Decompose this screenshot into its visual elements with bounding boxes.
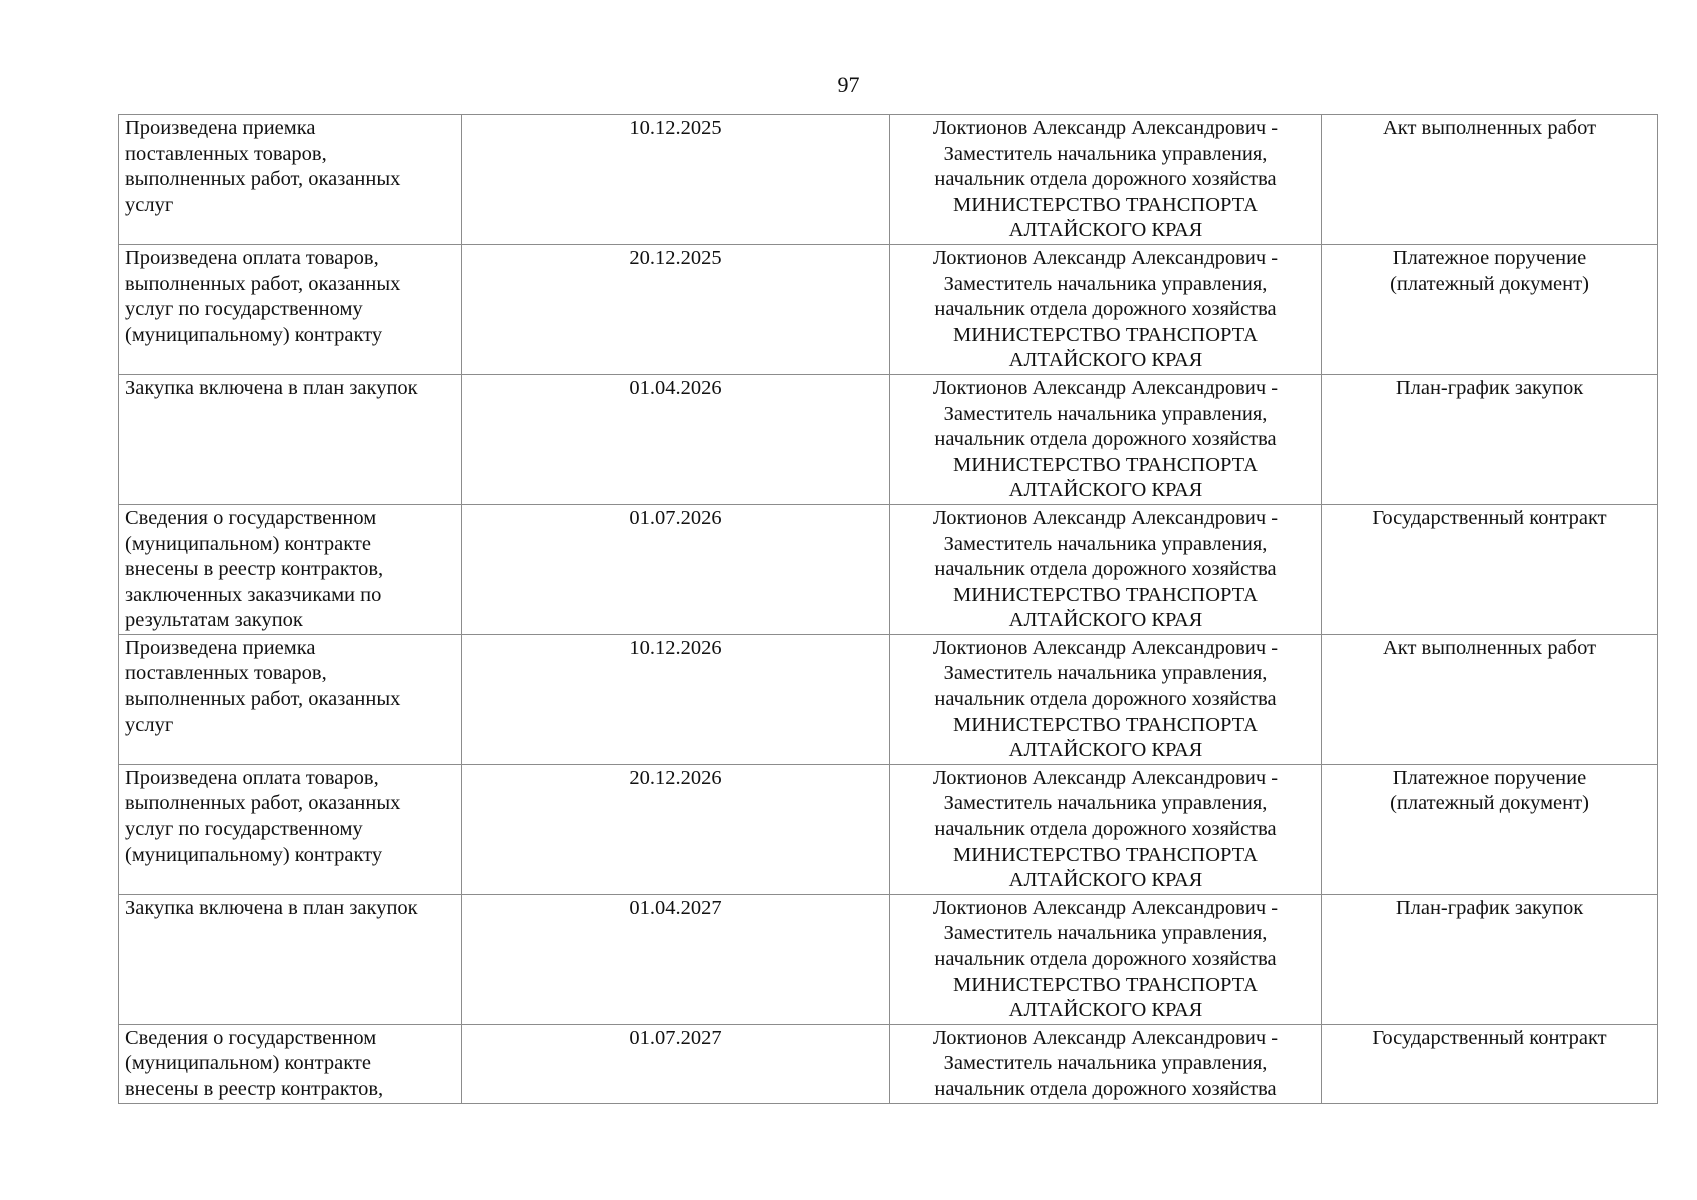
table-row xyxy=(119,115,1658,245)
responsible-cell-line: начальник отдела дорожного хозяйства xyxy=(934,818,1277,841)
responsible-cell-line: МИНИСТЕРСТВО ТРАНСПОРТА xyxy=(953,453,1258,476)
responsible-cell-line: Заместитель начальника управления, xyxy=(943,922,1268,945)
event-cell-line: выполненных работ, оказанных xyxy=(125,792,401,815)
event-cell-line: услуг по государственному xyxy=(125,818,363,841)
event-cell-line: услуг по государственному xyxy=(125,298,363,321)
responsible-cell-line: начальник отдела дорожного хозяйства xyxy=(934,948,1277,970)
responsible-cell-line: МИНИСТЕРСТВО ТРАНСПОРТА xyxy=(953,583,1258,606)
event-cell-line: (муниципальному) контракту xyxy=(125,843,383,866)
date-cell xyxy=(462,374,890,504)
responsible-cell-line: АЛТАЙСКОГО КРАЯ xyxy=(1008,739,1203,762)
event-cell xyxy=(119,244,462,374)
date-cell-text: 01.04.2026 xyxy=(629,376,722,399)
event-cell-line: внесены в реестр контрактов, xyxy=(125,1077,384,1100)
date-cell xyxy=(462,115,890,245)
document-cell-line: Государственный контракт xyxy=(1372,506,1607,529)
event-cell xyxy=(119,1024,462,1103)
event-cell-line: (муниципальному) контракту xyxy=(125,323,383,346)
date-cell-text: 01.07.2026 xyxy=(629,506,722,529)
responsible-cell-line: Заместитель начальника управления, xyxy=(943,662,1268,685)
event-cell-line: Произведена оплата товаров, xyxy=(125,246,379,269)
responsible-cell-line: МИНИСТЕРСТВО ТРАНСПОРТА xyxy=(953,973,1258,996)
event-cell-line: Закупка включена в план закупок xyxy=(125,896,418,919)
responsible-cell-line: Заместитель начальника управления, xyxy=(943,402,1268,425)
event-cell xyxy=(119,634,462,764)
document-cell xyxy=(1322,504,1658,634)
responsible-cell-line: начальник отдела дорожного хозяйства xyxy=(934,688,1277,711)
responsible-cell-line: Локтионов Александр Александрович - xyxy=(932,1026,1279,1049)
table-row xyxy=(119,374,1658,504)
responsible-cell-line: МИНИСТЕРСТВО ТРАНСПОРТА xyxy=(953,713,1258,736)
event-cell xyxy=(119,504,462,634)
responsible-cell-line: Заместитель начальника управления, xyxy=(943,1052,1268,1075)
event-cell xyxy=(119,374,462,504)
responsible-cell xyxy=(890,894,1322,1024)
responsible-cell xyxy=(890,504,1322,634)
event-cell-line: Сведения о государственном xyxy=(125,506,377,529)
responsible-cell-line: МИНИСТЕРСТВО ТРАНСПОРТА xyxy=(953,193,1258,216)
document-cell xyxy=(1322,115,1658,245)
table-row xyxy=(119,634,1658,764)
page-number: 97 xyxy=(837,72,860,97)
event-cell-line: (муниципальном) контракте xyxy=(125,532,371,555)
responsible-cell-line: Локтионов Александр Александрович - xyxy=(932,636,1279,659)
table-row xyxy=(119,894,1658,1024)
date-cell-text: 20.12.2025 xyxy=(629,246,722,269)
event-cell xyxy=(119,894,462,1024)
responsible-cell-line: АЛТАЙСКОГО КРАЯ xyxy=(1008,609,1203,632)
date-cell xyxy=(462,244,890,374)
event-cell-line: Произведена оплата товаров, xyxy=(125,766,379,789)
event-cell xyxy=(119,115,462,245)
document-cell xyxy=(1322,1024,1658,1103)
document-cell-line: Государственный контракт xyxy=(1372,1026,1607,1049)
document-cell-line: (платежный документ) xyxy=(1390,792,1589,815)
event-cell-line: поставленных товаров, xyxy=(125,142,327,165)
document-cell-line: (платежный документ) xyxy=(1390,272,1589,295)
event-cell-line: Произведена приемка xyxy=(125,117,316,139)
event-cell-line: заключенных заказчиками по xyxy=(125,583,382,606)
document-cell xyxy=(1322,634,1658,764)
responsible-cell-line: Локтионов Александр Александрович - xyxy=(932,766,1279,789)
event-cell-line: выполненных работ, оказанных xyxy=(125,168,401,191)
responsible-cell xyxy=(890,115,1322,245)
responsible-cell-line: Локтионов Александр Александрович - xyxy=(932,506,1279,529)
date-cell-text: 10.12.2025 xyxy=(629,117,722,139)
event-cell-line: услуг xyxy=(125,713,174,736)
responsible-cell xyxy=(890,764,1322,894)
document-cell-line: Акт выполненных работ xyxy=(1382,117,1597,139)
responsible-cell-line: АЛТАЙСКОГО КРАЯ xyxy=(1008,219,1203,242)
event-cell-line: выполненных работ, оказанных xyxy=(125,272,401,295)
responsible-cell-line: Заместитель начальника управления, xyxy=(943,142,1268,165)
event-cell-line: (муниципальном) контракте xyxy=(125,1052,371,1075)
table-row xyxy=(119,244,1658,374)
responsible-cell xyxy=(890,374,1322,504)
document-cell xyxy=(1322,374,1658,504)
responsible-cell-line: начальник отдела дорожного хозяйства xyxy=(934,168,1277,191)
event-cell xyxy=(119,764,462,894)
event-cell-line: внесены в реестр контрактов, xyxy=(125,558,384,581)
event-cell-line: выполненных работ, оказанных xyxy=(125,688,401,711)
responsible-cell-line: МИНИСТЕРСТВО ТРАНСПОРТА xyxy=(953,843,1258,866)
date-cell-text: 20.12.2026 xyxy=(629,766,722,789)
responsible-cell-line: МИНИСТЕРСТВО ТРАНСПОРТА xyxy=(953,323,1258,346)
responsible-cell-line: АЛТАЙСКОГО КРАЯ xyxy=(1008,999,1203,1022)
date-cell xyxy=(462,764,890,894)
document-cell-line: Платежное поручение xyxy=(1392,246,1587,269)
responsible-cell xyxy=(890,244,1322,374)
responsible-cell-line: Локтионов Александр Александрович - xyxy=(932,246,1279,269)
document-cell xyxy=(1322,764,1658,894)
control-points-table xyxy=(118,114,1658,1104)
date-cell xyxy=(462,634,890,764)
table-body xyxy=(119,115,1658,1104)
event-cell-line: услуг xyxy=(125,193,174,216)
responsible-cell xyxy=(890,634,1322,764)
document-cell xyxy=(1322,244,1658,374)
table-row xyxy=(119,1024,1658,1103)
responsible-cell-line: начальник отдела дорожного хозяйства xyxy=(934,298,1277,321)
table-row xyxy=(119,764,1658,894)
event-cell-line: поставленных товаров, xyxy=(125,662,327,685)
date-cell-text: 01.04.2027 xyxy=(629,896,722,919)
responsible-cell-line: Локтионов Александр Александрович - xyxy=(932,376,1279,399)
responsible-cell-line: Локтионов Александр Александрович - xyxy=(932,117,1279,139)
event-cell-line: Произведена приемка xyxy=(125,636,316,659)
date-cell xyxy=(462,504,890,634)
event-cell-line: Закупка включена в план закупок xyxy=(125,376,418,399)
responsible-cell-line: Локтионов Александр Александрович - xyxy=(932,896,1279,919)
responsible-cell-line: начальник отдела дорожного хозяйства xyxy=(934,1077,1277,1100)
document-cell-line: Платежное поручение xyxy=(1392,766,1587,789)
responsible-cell-line: АЛТАЙСКОГО КРАЯ xyxy=(1008,349,1203,372)
event-cell-line: результатам закупок xyxy=(125,609,303,632)
responsible-cell-line: АЛТАЙСКОГО КРАЯ xyxy=(1008,869,1203,892)
document-cell-line: План-график закупок xyxy=(1395,376,1584,399)
document-cell-line: План-график закупок xyxy=(1395,896,1584,919)
date-cell xyxy=(462,894,890,1024)
table-row xyxy=(119,504,1658,634)
document-cell xyxy=(1322,894,1658,1024)
date-cell xyxy=(462,1024,890,1103)
responsible-cell-line: начальник отдела дорожного хозяйства xyxy=(934,558,1277,581)
event-cell-line: Сведения о государственном xyxy=(125,1026,377,1049)
date-cell-text: 01.07.2027 xyxy=(629,1026,722,1049)
document-cell-line: Акт выполненных работ xyxy=(1382,636,1597,659)
responsible-cell-line: Заместитель начальника управления, xyxy=(943,792,1268,815)
responsible-cell-line: Заместитель начальника управления, xyxy=(943,532,1268,555)
responsible-cell-line: начальник отдела дорожного хозяйства xyxy=(934,428,1277,451)
responsible-cell xyxy=(890,1024,1322,1103)
responsible-cell-line: Заместитель начальника управления, xyxy=(943,272,1268,295)
date-cell-text: 10.12.2026 xyxy=(629,636,722,659)
responsible-cell-line: АЛТАЙСКОГО КРАЯ xyxy=(1008,479,1203,502)
